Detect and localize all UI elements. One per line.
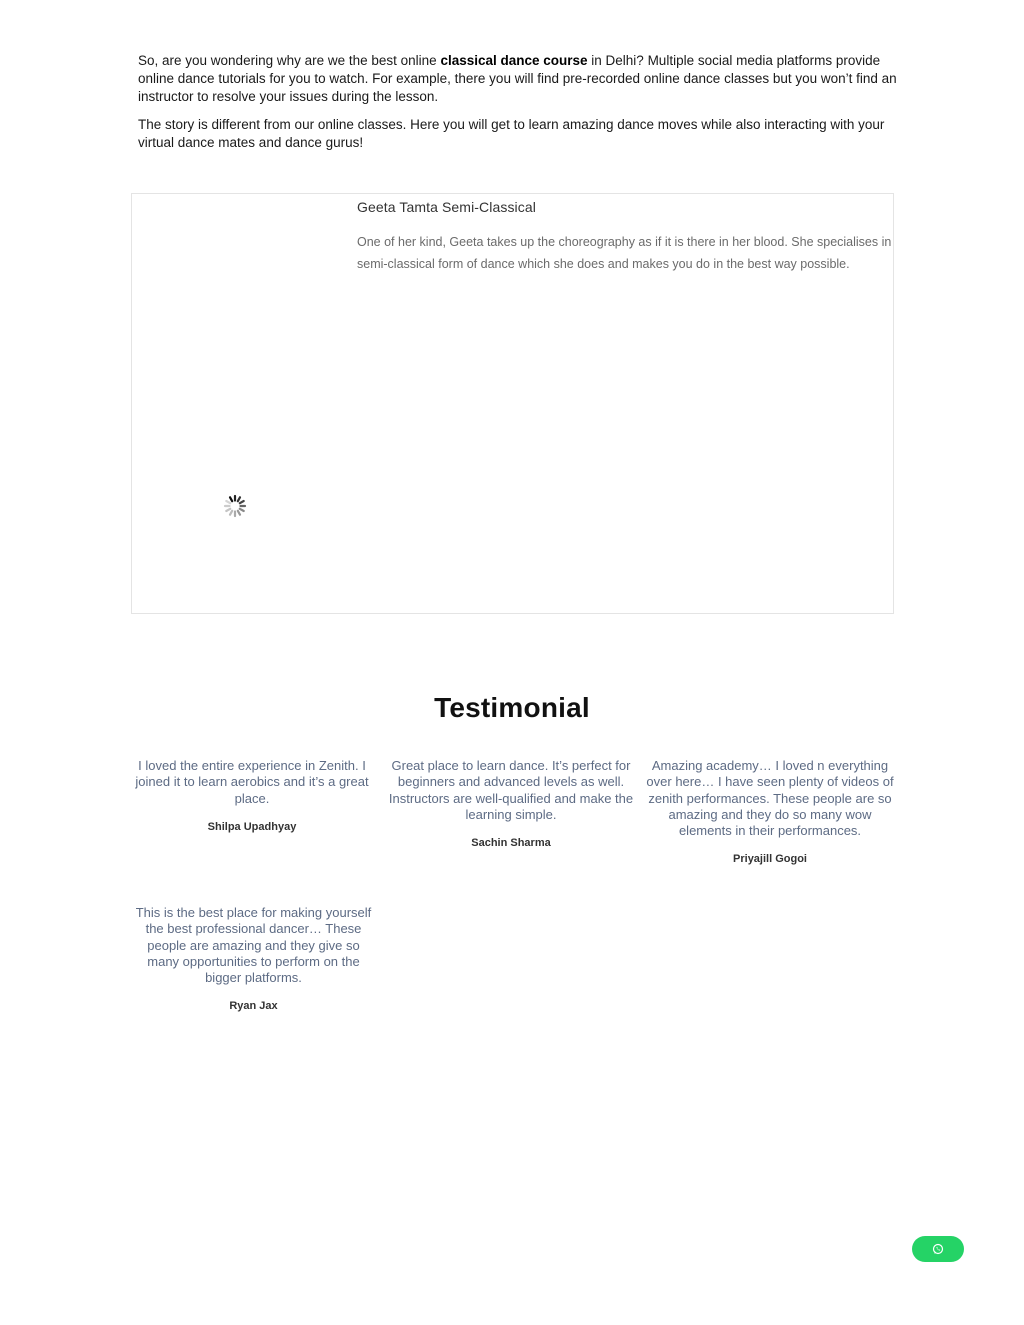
intro-paragraph-1: [138, 52, 898, 106]
testimonial-author: Ryan Jax: [229, 1000, 278, 1013]
testimonial-author: Priyajill Gogoi: [733, 853, 807, 866]
testimonial-item: [127, 758, 377, 833]
spinner-icon: [223, 494, 247, 518]
testimonial-quote: Amazing academy… I loved n everything over here… I have seen plenty of videos of zenith performances. These people are so amazing and they do so many wow elements in their performances.: [646, 758, 894, 839]
testimonial-item: [131, 905, 376, 1012]
intro-p1-before: So, are you wondering why are we the best online: [138, 53, 441, 68]
testimonial-quote: I loved the entire experience in Zenith. I joined it to learn aerobics and it’s a great place.: [135, 758, 369, 806]
testimonial-quote: This is the best place for making yourself the best professional dancer… These people are amazing and they give so many opportunities to perform on the bigger platforms.: [135, 905, 372, 986]
testimonial-author: Sachin Sharma: [471, 837, 551, 850]
intro-paragraph-2: The story is different from our online classes. Here you will get to learn amazing dance moves while also interacting with your virtual dance mates and dance gurus!: [138, 117, 885, 150]
testimonial-item: [645, 758, 895, 865]
intro-p1-bold: classical dance course: [440, 53, 588, 68]
whatsapp-button[interactable]: [912, 1236, 964, 1262]
instructor-description: One of her kind, Geeta takes up the choreography as if it is there in her blood. She specialises in semi-classical form of dance which she does and makes you do in the best way possible.: [357, 235, 892, 271]
whatsapp-icon: [932, 1243, 944, 1255]
testimonial-author: Shilpa Upadhyay: [207, 820, 297, 833]
testimonial-quote: Great place to learn dance. It’s perfect for beginners and advanced levels as well. Instructors are well-qualified and make the learning simple.: [388, 758, 634, 822]
testimonial-heading: Testimonial: [434, 692, 590, 723]
instructor-name: Geeta Tamta Semi-Classical: [357, 199, 536, 215]
intro-p1-after: in Delhi? Multiple social media platforms provide online dance tutorials for you to watch. For example, there you will find pre-recorded online dance classes but you won’t find an instructor to resolve your issues during the lesson.: [138, 53, 897, 104]
instructor-image: [132, 194, 350, 613]
instructor-card: [131, 193, 894, 614]
testimonial-item: [386, 758, 636, 849]
intro-text: [138, 52, 898, 162]
